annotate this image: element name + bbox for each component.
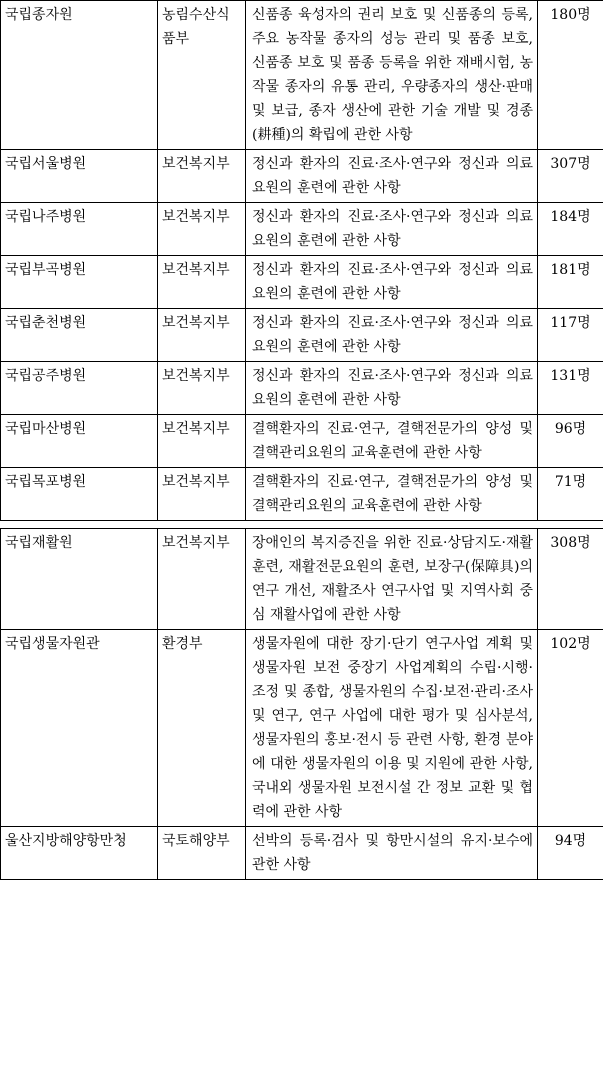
table-row [1,256,603,309]
agency-name-cell: 울산지방해양항만청 [1,827,158,880]
agency-name-cell: 국립목포병원 [1,468,158,521]
agency-name-cell: 국립나주병원 [1,203,158,256]
staff-count-cell: 307명 [538,150,603,203]
staff-count-cell: 117명 [538,309,603,362]
agency-name-cell: 국립종자원 [1,1,158,150]
agency-name-cell: 국립공주병원 [1,362,158,415]
staff-count-cell: 308명 [538,529,603,630]
ministry-cell: 보건복지부 [158,468,246,521]
duty-cell: 정신과 환자의 진료·조사·연구와 정신과 의료요원의 훈련에 관한 사항 [246,150,538,203]
agency-name-cell: 국립마산병원 [1,415,158,468]
ministry-cell: 보건복지부 [158,362,246,415]
ministry-cell: 보건복지부 [158,150,246,203]
table-row [1,529,603,630]
staff-count-cell: 131명 [538,362,603,415]
table-row [1,309,603,362]
duty-cell: 장애인의 복지증진을 위한 진료·상담지도·재활훈련, 재활전문요원의 훈련, 보장구(保障具)의 연구 개선, 재활조사 연구사업 및 지역사회 중심 재활사업에 관한 사항 [246,529,538,630]
staff-count-cell: 94명 [538,827,603,880]
agency-name-cell: 국립부곡병원 [1,256,158,309]
duty-cell: 선박의 등록·검사 및 항만시설의 유지·보수에 관한 사항 [246,827,538,880]
agency-name-cell: 국립춘천병원 [1,309,158,362]
ministry-cell: 농림수산식품부 [158,1,246,150]
duty-cell: 정신과 환자의 진료·조사·연구와 정신과 의료요원의 훈련에 관한 사항 [246,362,538,415]
staff-count-cell: 180명 [538,1,603,150]
table-row [1,203,603,256]
agency-name-cell: 국립서울병원 [1,150,158,203]
duty-cell: 신품종 육성자의 권리 보호 및 신품종의 등록, 주요 농작물 종자의 성능 관리 및 품종 보호, 신품종 보호 및 품종 등록을 위한 재배시험, 농작물 종자의 유통 관리, 우량종자의 생산·판매 및 보급, 종자 생산에 관한 기술 개발 및 경종(耕種)의 확립에 관한 사항 [246,1,538,150]
duty-cell: 정신과 환자의 진료·조사·연구와 정신과 의료요원의 훈련에 관한 사항 [246,309,538,362]
table-row [1,468,603,521]
ministry-cell: 보건복지부 [158,203,246,256]
table-row [1,630,603,827]
ministry-cell: 보건복지부 [158,309,246,362]
ministry-cell: 환경부 [158,630,246,827]
agency-name-cell: 국립생물자원관 [1,630,158,827]
staff-count-cell: 71명 [538,468,603,521]
staff-count-cell: 181명 [538,256,603,309]
duty-cell: 정신과 환자의 진료·조사·연구와 정신과 의료요원의 훈련에 관한 사항 [246,256,538,309]
table-row [1,362,603,415]
ministry-cell: 국토해양부 [158,827,246,880]
organization-table-part2 [0,528,603,880]
duty-cell: 결핵환자의 진료·연구, 결핵전문가의 양성 및 결핵관리요원의 교육훈련에 관한 사항 [246,415,538,468]
table-row [1,415,603,468]
duty-cell: 생물자원에 대한 장기·단기 연구사업 계획 및 생물자원 보전 중장기 사업계획의 수립·시행·조정 및 종합, 생물자원의 수집·보전·관리·조사 및 연구, 연구 사업에 대한 평가 및 심사분석, 생물자원의 홍보·전시 등 관련 사항, 환경 분야에 대한 생물자원의 이용 및 지원에 관한 사항, 국내외 생물자원 보전시설 간 정보 교환 및 협력에 관한 사항 [246,630,538,827]
ministry-cell: 보건복지부 [158,415,246,468]
duty-cell: 정신과 환자의 진료·조사·연구와 정신과 의료요원의 훈련에 관한 사항 [246,203,538,256]
duty-cell: 결핵환자의 진료·연구, 결핵전문가의 양성 및 결핵관리요원의 교육훈련에 관한 사항 [246,468,538,521]
organization-table-part1 [0,0,603,521]
table-row [1,1,603,150]
ministry-cell: 보건복지부 [158,529,246,630]
staff-count-cell: 102명 [538,630,603,827]
table-row [1,827,603,880]
staff-count-cell: 96명 [538,415,603,468]
agency-name-cell: 국립재활원 [1,529,158,630]
table-row [1,150,603,203]
staff-count-cell: 184명 [538,203,603,256]
ministry-cell: 보건복지부 [158,256,246,309]
